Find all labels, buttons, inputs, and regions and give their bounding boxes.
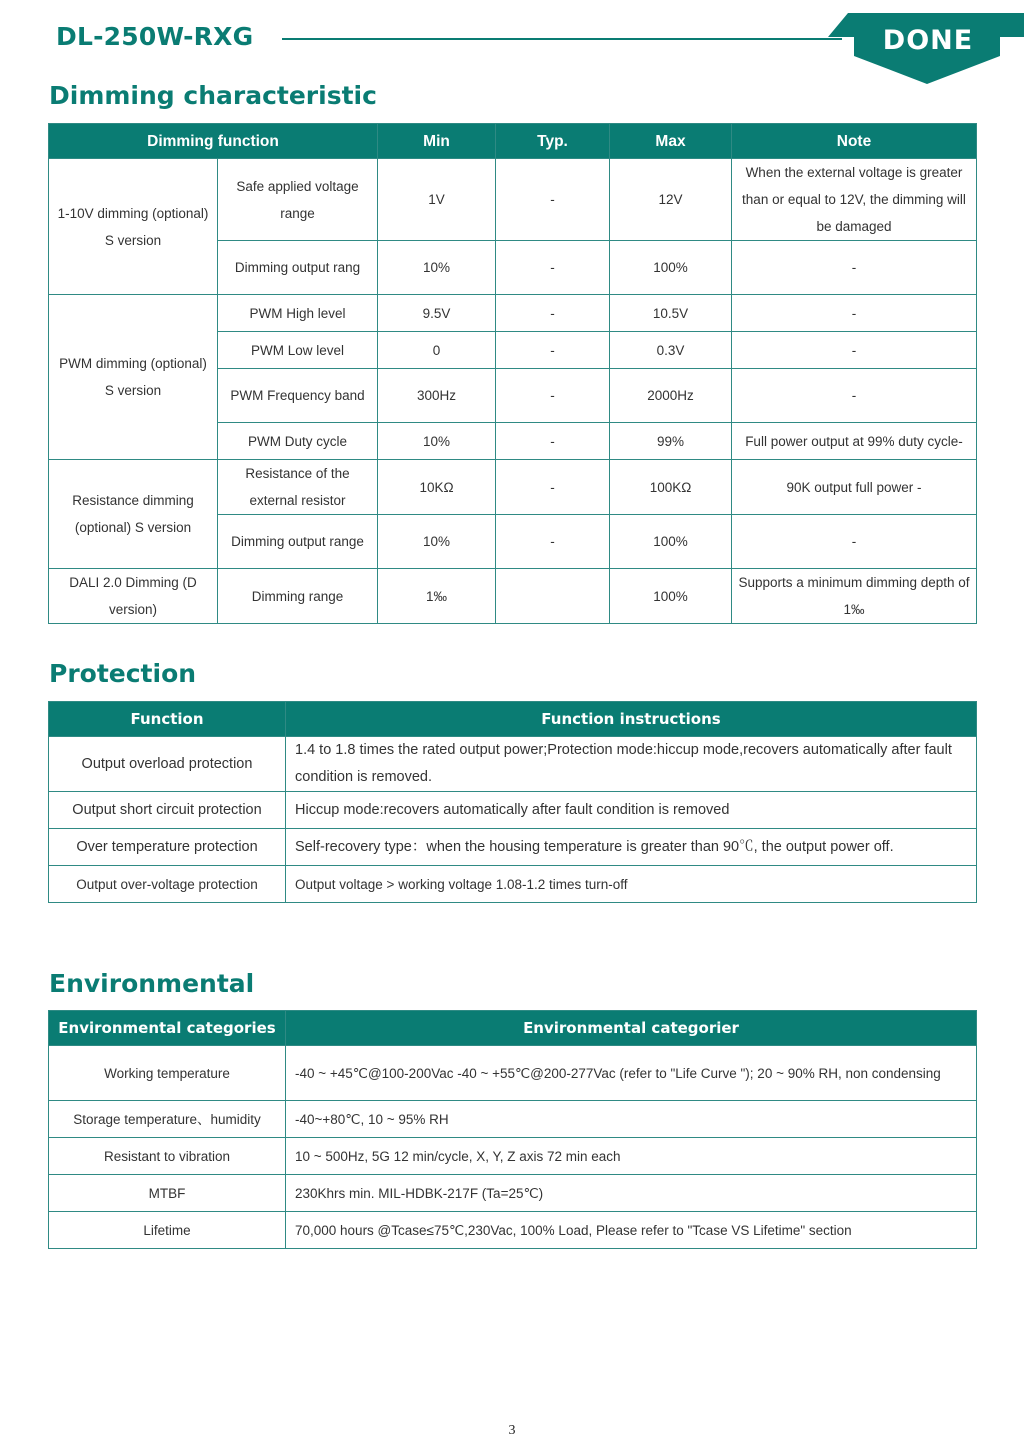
func-cell: Dimming output rang xyxy=(218,241,378,295)
protection-header-row xyxy=(49,702,977,737)
max-cell: 100KΩ xyxy=(610,460,732,515)
note-cell: - xyxy=(732,515,977,569)
dimming-section-title: Dimming characteristic xyxy=(49,81,377,110)
environmental-table xyxy=(48,1010,977,1249)
table-row xyxy=(49,1212,977,1249)
table-row xyxy=(49,1175,977,1212)
max-cell: 2000Hz xyxy=(610,369,732,423)
table-row xyxy=(49,737,977,792)
environmental-desc: -40 ~ +45℃@100-200Vac -40 ~ +55℃@200-277Vac (refer to "Life Curve "); 20 ~ 90% RH, non condensing xyxy=(286,1046,977,1101)
min-cell: 10% xyxy=(378,423,496,460)
table-row xyxy=(49,829,977,866)
table-row xyxy=(49,1101,977,1138)
header-environmental-categorier: Environmental categorier xyxy=(286,1011,977,1046)
protection-desc: 1.4 to 1.8 times the rated output power;Protection mode:hiccup mode,recovers automatically after fault condition is removed. xyxy=(286,737,977,792)
environmental-desc: 70,000 hours @Tcase≤75℃,230Vac, 100% Load, Please refer to "Tcase VS Lifetime" section xyxy=(286,1212,977,1249)
header-divider xyxy=(282,38,842,40)
header-note: Note xyxy=(732,124,977,159)
protection-desc: Output voltage > working voltage 1.08-1.2 times turn-off xyxy=(286,866,977,903)
header-dimming-function: Dimming function xyxy=(49,124,378,159)
min-cell: 1V xyxy=(378,159,496,241)
max-cell: 100% xyxy=(610,241,732,295)
group-dali: DALI 2.0 Dimming (D version) xyxy=(49,569,218,624)
table-row xyxy=(49,569,977,624)
func-cell: Dimming output range xyxy=(218,515,378,569)
protection-name: Output over-voltage protection xyxy=(49,866,286,903)
header-max: Max xyxy=(610,124,732,159)
header-function: Function xyxy=(49,702,286,737)
func-cell: Dimming range xyxy=(218,569,378,624)
min-cell: 10% xyxy=(378,515,496,569)
typ-cell: - xyxy=(496,159,610,241)
group-pwm: PWM dimming (optional) S version xyxy=(49,295,218,460)
dimming-table xyxy=(48,123,977,624)
model-title: DL-250W-RXG xyxy=(56,22,254,51)
note-cell: - xyxy=(732,369,977,423)
min-cell: 10KΩ xyxy=(378,460,496,515)
environmental-header-row xyxy=(49,1011,977,1046)
typ-cell xyxy=(496,569,610,624)
note-cell: Full power output at 99% duty cycle- xyxy=(732,423,977,460)
environmental-name: MTBF xyxy=(49,1175,286,1212)
note-cell: - xyxy=(732,332,977,369)
func-cell: PWM Duty cycle xyxy=(218,423,378,460)
environmental-name: Lifetime xyxy=(49,1212,286,1249)
header-typ: Typ. xyxy=(496,124,610,159)
header-function-instructions: Function instructions xyxy=(286,702,977,737)
note-cell: - xyxy=(732,295,977,332)
environmental-name: Working temperature xyxy=(49,1046,286,1101)
func-cell: Resistance of the external resistor xyxy=(218,460,378,515)
dimming-header-row xyxy=(49,124,977,159)
table-row xyxy=(49,1138,977,1175)
func-cell: PWM Frequency band xyxy=(218,369,378,423)
protection-name: Output short circuit protection xyxy=(49,792,286,829)
table-row xyxy=(49,159,977,241)
max-cell: 0.3V xyxy=(610,332,732,369)
group-1-10v: 1-10V dimming (optional) S version xyxy=(49,159,218,295)
environmental-desc: 230Khrs min. MIL-HDBK-217F (Ta=25℃) xyxy=(286,1175,977,1212)
environmental-desc: -40~+80℃, 10 ~ 95% RH xyxy=(286,1101,977,1138)
func-cell: PWM High level xyxy=(218,295,378,332)
min-cell: 9.5V xyxy=(378,295,496,332)
protection-desc: Self-recovery type：when the housing temperature is greater than 90℃, the output power off. xyxy=(286,829,977,866)
protection-table xyxy=(48,701,977,903)
min-cell: 1‰ xyxy=(378,569,496,624)
min-cell: 10% xyxy=(378,241,496,295)
environmental-section-title: Environmental xyxy=(49,969,255,998)
max-cell: 99% xyxy=(610,423,732,460)
max-cell: 100% xyxy=(610,569,732,624)
environmental-name: Resistant to vibration xyxy=(49,1138,286,1175)
table-row xyxy=(49,1046,977,1101)
note-cell: 90K output full power - xyxy=(732,460,977,515)
func-cell: Safe applied voltage range xyxy=(218,159,378,241)
environmental-desc: 10 ~ 500Hz, 5G 12 min/cycle, X, Y, Z axis 72 min each xyxy=(286,1138,977,1175)
note-cell: - xyxy=(732,241,977,295)
table-row xyxy=(49,866,977,903)
protection-name: Output overload protection xyxy=(49,737,286,792)
typ-cell: - xyxy=(496,295,610,332)
table-row xyxy=(49,792,977,829)
protection-name: Over temperature protection xyxy=(49,829,286,866)
note-cell: When the external voltage is greater than or equal to 12V, the dimming will be damaged xyxy=(732,159,977,241)
table-row xyxy=(49,460,977,515)
max-cell: 100% xyxy=(610,515,732,569)
typ-cell: - xyxy=(496,369,610,423)
header-environmental-categories: Environmental categories xyxy=(49,1011,286,1046)
typ-cell: - xyxy=(496,332,610,369)
header-min: Min xyxy=(378,124,496,159)
min-cell: 300Hz xyxy=(378,369,496,423)
typ-cell: - xyxy=(496,241,610,295)
table-row xyxy=(49,295,977,332)
typ-cell: - xyxy=(496,460,610,515)
group-resistance: Resistance dimming (optional) S version xyxy=(49,460,218,569)
max-cell: 12V xyxy=(610,159,732,241)
note-cell: Supports a minimum dimming depth of 1‰ xyxy=(732,569,977,624)
typ-cell: - xyxy=(496,423,610,460)
protection-desc: Hiccup mode:recovers automatically after fault condition is removed xyxy=(286,792,977,829)
max-cell: 10.5V xyxy=(610,295,732,332)
func-cell: PWM Low level xyxy=(218,332,378,369)
page-number: 3 xyxy=(508,1423,516,1438)
brand-logo xyxy=(828,13,1024,85)
protection-section-title: Protection xyxy=(49,659,197,688)
min-cell: 0 xyxy=(378,332,496,369)
environmental-name: Storage temperature、humidity xyxy=(49,1101,286,1138)
typ-cell: - xyxy=(496,515,610,569)
logo-text: DONE xyxy=(882,25,974,56)
